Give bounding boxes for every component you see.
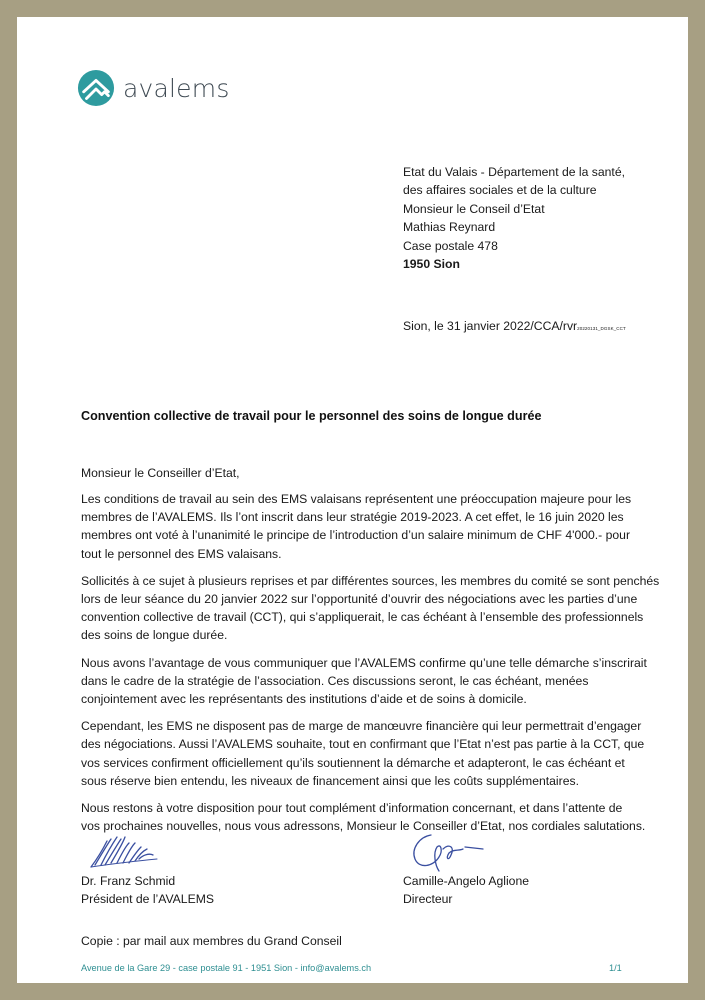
body-line: dans le cadre de la stratégie de l’association. Ces discussions seront, le cas échéant, menées xyxy=(81,673,589,688)
body-line: des soins de longue durée. xyxy=(81,628,228,643)
avalems-logo xyxy=(77,69,230,107)
body-line: vos prochaines nouvelles, nous vous adressons, Monsieur le Conseiller d’Etat, nos cordiales salutations. xyxy=(81,819,646,834)
body-line: lors de leur séance du 20 janvier 2022 sur l’opportunité d’ouvrir des négociations avec les parties d’une xyxy=(81,592,638,607)
paragraph xyxy=(81,490,637,563)
signature-aglione xyxy=(403,829,499,875)
address-line: Case postale 478 xyxy=(403,238,498,253)
avalems-logo-icon xyxy=(77,69,115,107)
paragraph xyxy=(81,654,647,709)
logo-wordmark: avalems xyxy=(123,73,230,103)
body-line: tout le personnel des EMS valaisans. xyxy=(81,546,282,561)
letter-body xyxy=(81,490,660,844)
paragraph xyxy=(81,572,660,645)
body-line: Les conditions de travail au sein des EMS valaisans représentent une préoccupation majeure pour les xyxy=(81,492,632,506)
signatory-title: Président de l’AVALEMS xyxy=(81,891,214,906)
body-line: sous réserve bien entendu, les niveaux de financement ainsi que les coûts supplémentaires. xyxy=(81,773,579,788)
salutation: Monsieur le Conseiller d’Etat, xyxy=(81,466,240,480)
footer-address: Avenue de la Gare 29 - case postale 91 - 1951 Sion - info@avalems.ch xyxy=(81,963,372,973)
page-number: 1/1 xyxy=(609,963,622,973)
body-line: des négociations. Aussi l’AVALEMS souhaite, tout en confirmant que l’Etat n’est pas partie à la CCT, que xyxy=(81,737,645,752)
letter-subject: Convention collective de travail pour le personnel des soins de longue durée xyxy=(81,409,542,423)
recipient-address xyxy=(403,163,625,273)
address-city: 1950 Sion xyxy=(403,257,460,272)
signatory-name: Camille-Angelo Aglione xyxy=(403,874,530,888)
signatory-title: Directeur xyxy=(403,891,453,906)
signature-schmid xyxy=(87,825,177,871)
body-line: Nous avons l’avantage de vous communiquer que l’AVALEMS confirme qu’une telle démarche s’inscrirait xyxy=(81,655,647,670)
body-line: Nous restons à votre disposition pour tout complément d’information concernant, et dans l’attente de xyxy=(81,801,623,816)
body-line: Sollicités à ce sujet à plusieurs reprises et par différentes sources, les membres du comité se sont penchés xyxy=(81,573,660,588)
body-line: Cependant, les EMS ne disposent pas de marge de manœuvre financière qui leur permettrait d’engager xyxy=(81,719,642,734)
date-text: Sion, le 31 janvier 2022/CCA/rvr xyxy=(403,319,578,333)
address-line: Mathias Reynard xyxy=(403,220,496,235)
paragraph xyxy=(81,717,645,790)
date-line xyxy=(403,319,626,333)
reference-code: 20220131_DGSK_CCT xyxy=(577,326,626,331)
signatory-left xyxy=(81,873,214,908)
letter-page xyxy=(17,17,688,983)
signatory-right xyxy=(403,873,529,908)
address-line: des affaires sociales et de la culture xyxy=(403,183,597,198)
copy-note: Copie : par mail aux membres du Grand Conseil xyxy=(81,934,342,948)
body-line: vos services confirment officiellement qu’ils soutiennent la démarche et adapteront, le cas échéant et xyxy=(81,755,625,770)
signatory-name: Dr. Franz Schmid xyxy=(81,874,176,888)
address-line: Monsieur le Conseil d’Etat xyxy=(403,201,545,216)
body-line: membres de l’AVALEMS. Ils l’ont inscrit dans leur stratégie 2019-2023. A cet effet, le 16 juin 2020 les xyxy=(81,510,624,525)
body-line: conjointement avec les représentants des institutions d’aide et de soins à domicile. xyxy=(81,692,527,707)
address-line: Etat du Valais - Département de la santé, xyxy=(403,165,625,179)
body-line: convention collective de travail (CCT), qui s’appliquerait, le cas échéant à l’ensemble des professionnels xyxy=(81,610,644,625)
body-line: membres ont voté à l’unanimité le principe de l’introduction d’un salaire minimum de CHF 4'000.- pour xyxy=(81,528,630,543)
